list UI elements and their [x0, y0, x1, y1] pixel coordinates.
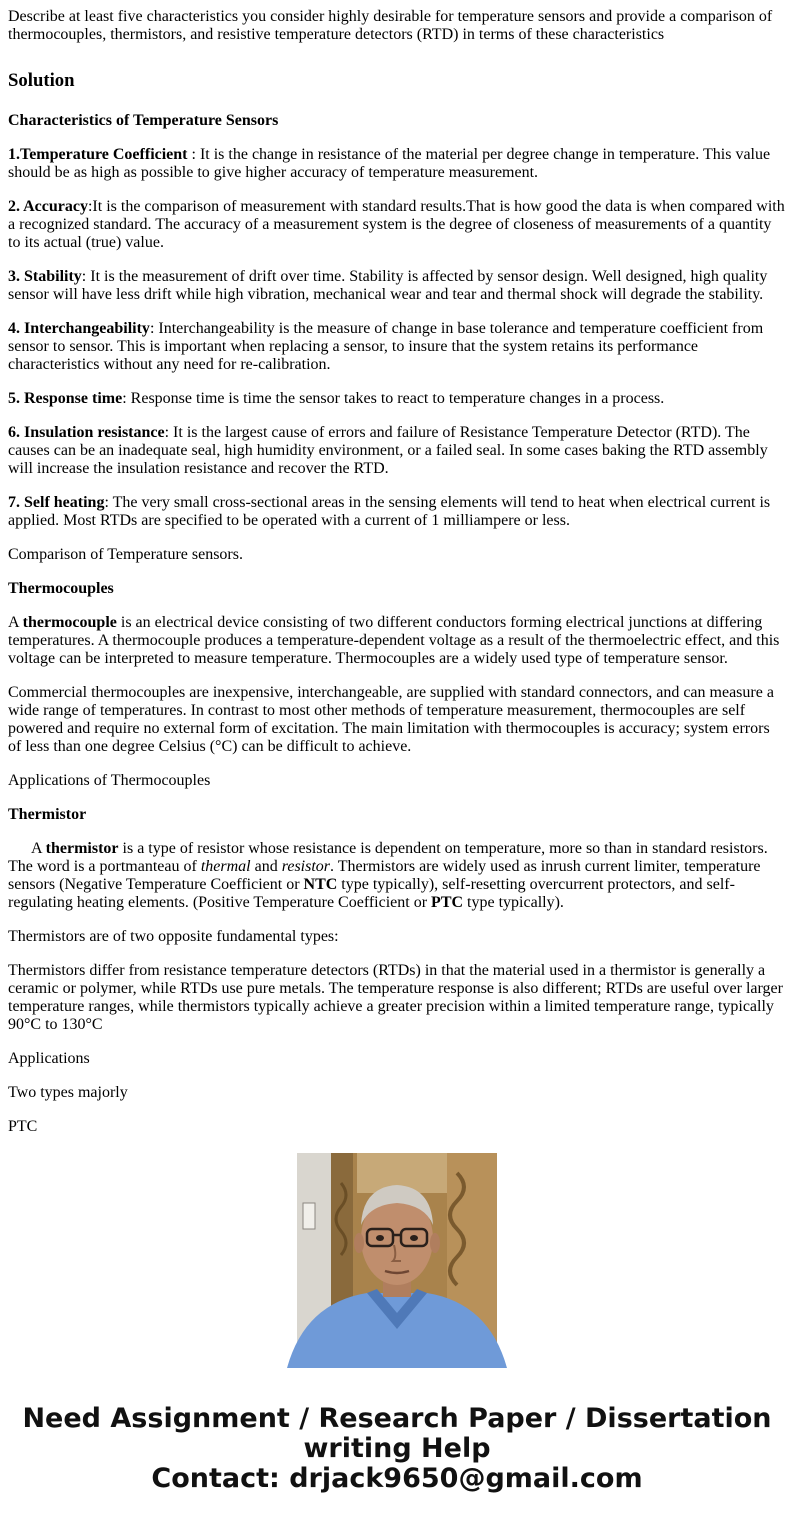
- characteristic-name: Self heating: [24, 494, 105, 511]
- characteristic-name: Temperature Coefficient: [20, 146, 188, 163]
- characteristic-item: [8, 424, 786, 478]
- characteristic-name: Insulation resistance: [24, 424, 165, 441]
- characteristic-description: : It is the largest cause of errors and failure of Resistance Temperature Detector (RTD). The causes can be an inadequate seal, high humidity environment, or a failed seal. In some cases baking the RTD assembly will increase the insulation resistance and recover the RTD.: [8, 424, 768, 477]
- characteristic-name: . Stability: [16, 268, 82, 285]
- thermistor-applications: Applications: [8, 1050, 90, 1067]
- article-body: [8, 8, 786, 1135]
- thermistor-term: thermistor: [45, 840, 119, 857]
- characteristic-description: : Interchangeability is the measure of change in base tolerance and temperature coefficient from sensor to sensor. This is important when replacing a sensor, to insure that the system retains its performance characteristics without any need for re-calibration.: [8, 320, 764, 373]
- characteristic-number: 7.: [8, 494, 24, 511]
- characteristic-number: 6.: [8, 424, 24, 441]
- characteristic-name: Accuracy: [23, 198, 88, 215]
- contact-banner: [0, 1404, 794, 1494]
- characteristics-heading: Characteristics of Temperature Sensors: [8, 112, 279, 129]
- thermocouple-commercial-paragraph: Commercial thermocouples are inexpensive, interchangeable, are supplied with standard connectors, and can measure a wide range of temperatures. In contrast to most other methods of temperature measurement, thermocouples are self powered and require no external form of excitation. The main limitation with thermocouples is accuracy; system errors of less than one degree Celsius (°C) can be difficult to achieve.: [8, 684, 774, 755]
- thermocouples-heading: Thermocouples: [8, 580, 114, 597]
- thermocouple-term: thermocouple: [22, 614, 117, 631]
- banner-line-1: Need Assignment / Research Paper / Dissertation: [22, 1403, 772, 1434]
- banner-line-2: writing Help: [303, 1433, 491, 1464]
- question-text: Describe at least five characteristics you consider highly desirable for temperature sensors and provide a comparison of thermocouples, thermistors, and resistive temperature detectors (RTD) in terms of these characteristics: [8, 8, 773, 43]
- characteristic-description: :It is the comparison of measurement with standard results.That is how good the data is when compared with a recognized standard. The accuracy of a measurement system is the degree of closeness of measurements of a quantity to its actual (true) value.: [8, 198, 785, 251]
- characteristic-number: 2.: [8, 198, 24, 215]
- characteristic-item: [8, 320, 786, 374]
- author-avatar: [297, 1153, 497, 1353]
- ntc-term: NTC: [303, 876, 338, 893]
- thermistor-heading: Thermistor: [8, 806, 87, 823]
- thermistor-types-intro: Thermistors are of two opposite fundamental types:: [8, 928, 339, 945]
- thermistor-definition: A thermistor is a type of resistor whose resistance is dependent on temperature, more so than in standard resistors. The word is a portmanteau of thermal and resistor. Thermistors are widely used as inrush current limiter, temperature sensors (Negative Temperature Coefficient or NTC type typically), self-resetting overcurrent protectors, and self-regulating heating elements. (Positive Temperature Coefficient or PTC type typically).: [8, 840, 768, 911]
- characteristic-number: 1.: [8, 146, 20, 163]
- characteristic-description: : The very small cross-sectional areas in the sensing elements will tend to heat when electrical current is applied. Most RTDs are specified to be operated with a current of 1 milliampere or less.: [8, 494, 771, 529]
- characteristic-description: : It is the measurement of drift over time. Stability is affected by sensor design. Well designed, high quality sensor will have less drift while high vibration, mechanical wear and tear and thermal shock will degrade the stability.: [8, 268, 768, 303]
- thermocouple-definition: A thermocouple is an electrical device consisting of two different conductors forming electrical junctions at differing temperatures. A thermocouple produces a temperature-dependent voltage as a result of the thermoelectric effect, and this voltage can be interpreted to measure temperature. Thermocouples are a widely used type of temperature sensor.: [8, 614, 780, 667]
- characteristic-item: [8, 146, 786, 182]
- characteristic-item: [8, 268, 786, 304]
- two-types-text: Two types majorly: [8, 1084, 128, 1101]
- characteristic-number: 4.: [8, 320, 24, 337]
- characteristic-number: 5: [8, 390, 16, 407]
- characteristic-description: : It is the change in resistance of the material per degree change in temperature. This value should be as high as possible to give higher accuracy of temperature measurement.: [8, 146, 771, 181]
- characteristic-item: [8, 390, 786, 408]
- thermistor-vs-rtd: Thermistors differ from resistance temperature detectors (RTDs) in that the material used in a thermistor is generally a ceramic or polymer, while RTDs use pure metals. The temperature response is also different; RTDs are useful over larger temperature ranges, while thermistors typically achieve a greater precision within a limited temperature range, typically 90°C to 130°C: [8, 962, 783, 1033]
- characteristic-name: . Response time: [16, 390, 123, 407]
- characteristic-item: [8, 494, 786, 530]
- ptc-term: PTC: [431, 894, 464, 911]
- solution-heading: Solution: [8, 70, 75, 91]
- characteristic-number: 3: [8, 268, 16, 285]
- comparison-intro: Comparison of Temperature sensors.: [8, 546, 243, 563]
- characteristic-item: [8, 198, 786, 252]
- thermocouple-applications: Applications of Thermocouples: [8, 772, 211, 789]
- characteristic-description: : Response time is time the sensor takes to react to temperature changes in a process.: [122, 390, 665, 407]
- characteristic-name: Interchangeability: [24, 320, 150, 337]
- contact-email: Contact: drjack9650@gmail.com: [151, 1463, 643, 1494]
- ptc-label: PTC: [8, 1118, 38, 1135]
- portrait-photo: [297, 1153, 497, 1353]
